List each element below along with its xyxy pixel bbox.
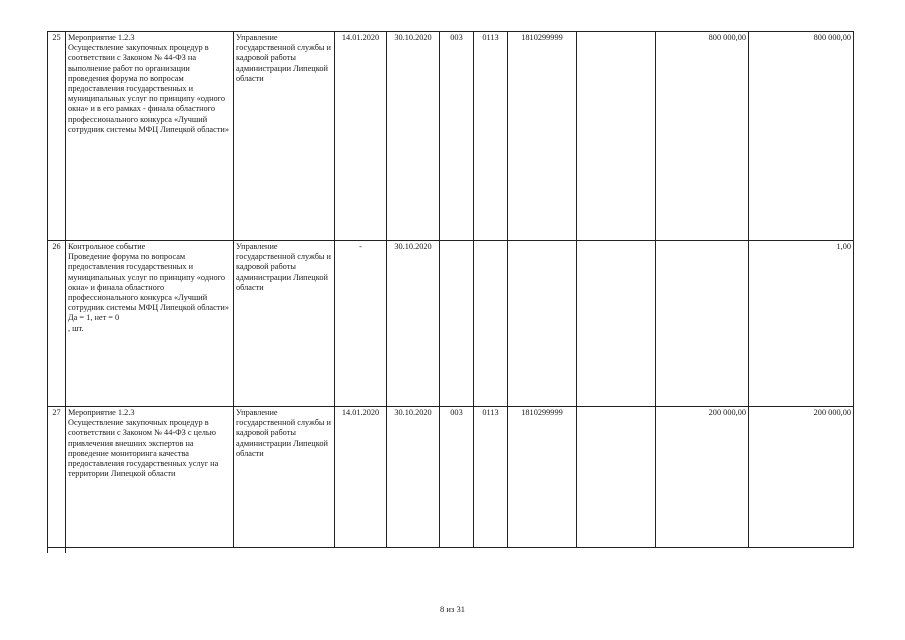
row-number: 27 [48,407,66,548]
amount-2: 800 000,00 [749,32,854,241]
amount-2: 200 000,00 [749,407,854,548]
grbs-code: 003 [440,407,474,548]
grbs-code [440,241,474,407]
activity-title: Мероприятие 1.2.3 [68,408,135,417]
executor: Управление государственной службы и кадровой работы администрации Липецкой области [234,32,335,241]
table-row [48,241,854,407]
rzpr-code: 0113 [474,407,508,548]
executor: Управление государственной службы и кадровой работы администрации Липецкой области [234,407,335,548]
activity-title: Контрольное событие [68,242,146,251]
amount-2: 1,00 [749,241,854,407]
start-date: 14.01.2020 [335,32,387,241]
activity-unit: , шт. [68,323,84,333]
executor: Управление государственной службы и кадровой работы администрации Липецкой области [234,241,335,407]
amount-1 [656,241,749,407]
csr-code: 1810299999 [508,407,577,548]
csr-code: 1810299999 [508,32,577,241]
activity-description [66,241,234,407]
end-date: 30.10.2020 [387,32,440,241]
rzpr-code: 0113 [474,32,508,241]
grbs-code: 003 [440,32,474,241]
vr-code [577,32,656,241]
end-date: 30.10.2020 [387,241,440,407]
row-number: 25 [48,32,66,241]
start-date: - [335,241,387,407]
activity-title: Мероприятие 1.2.3 [68,33,135,42]
row-number: 26 [48,241,66,407]
activity-description [66,32,234,241]
amount-1: 200 000,00 [656,407,749,548]
vr-code [577,241,656,407]
table-row [48,32,854,241]
table-row [48,407,854,548]
plan-table [47,31,854,548]
activity-text: Проведение форума по вопросам предоставления государственных и муниципальных услуг по принципу «одного окна» и финала областного профессионального конкурса «Лучший сотрудник системы МФЦ Липецкой области» Да = 1, нет = 0 [68,252,230,323]
page-number: 8 из 31 [440,604,465,614]
end-date: 30.10.2020 [387,407,440,548]
activity-description [66,407,234,548]
vr-code [577,407,656,548]
table-continuation-line [65,547,67,553]
table-continuation-line [47,547,49,553]
amount-1: 800 000,00 [656,32,749,241]
csr-code [508,241,577,407]
activity-text: Осуществление закупочных процедур в соответствии с Законом № 44-ФЗ с целью привлечения внешних экспертов на проведение мониторинга качества предоставления государственных услуг на территории Липецкой области [68,418,219,479]
start-date: 14.01.2020 [335,407,387,548]
activity-text: Осуществление закупочных процедур в соответствии с Законом № 44-ФЗ на выполнение работ по организации проведения форума по вопросам предоставления государственных и муниципальных услуг по принципу «одного окна» и в его рамках - финала областного профессионального конкурса «Лучший сотрудник системы МФЦ Липецкой области» [68,43,230,134]
rzpr-code [474,241,508,407]
